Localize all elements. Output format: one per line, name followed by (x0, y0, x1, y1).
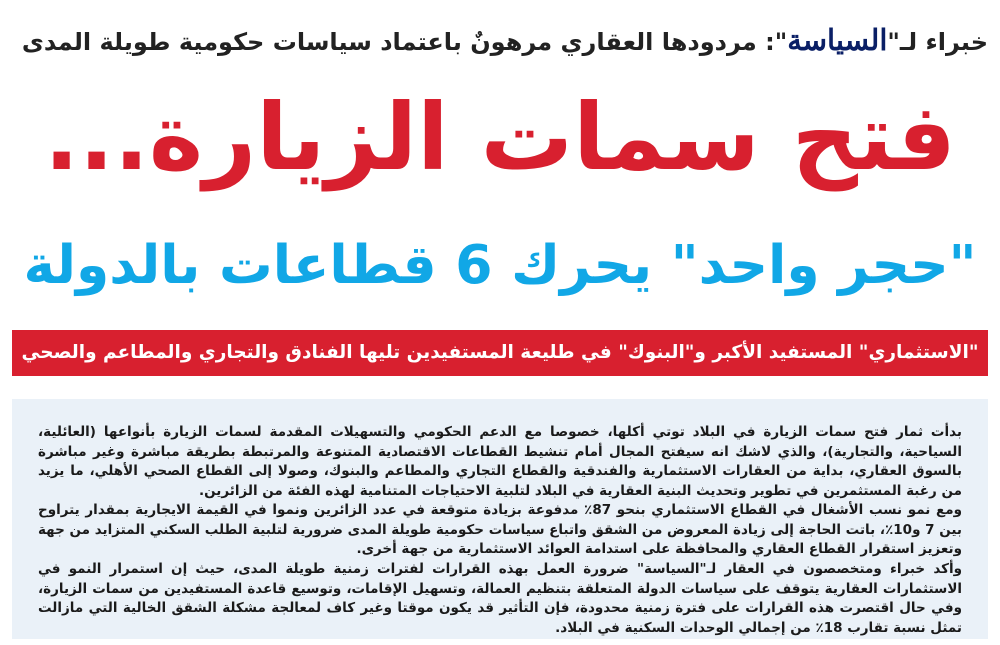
article-body (12, 399, 988, 639)
article-paragraph: ومع نمو نسب الأشغال في القطاع الاستثماري بنحو 87٪ مدفوعة بزيادة متوقعة في عدد الزائرين ونموا في القيمة الايجارية بمقدار يتراوح بين 7 و10٪، باتت الحاجة إلى زيادة المعروض من الشقق واتباع سياسات حكومية طويلة المدى ضرورية لتلبية الطلب السكني المتزايد من جهة وتعزيز استقرار القطاع العقاري والمحافظة على استدامة العوائد الاستثمارية من جهة أخرى. (38, 502, 962, 558)
article-paragraph: بدأت ثمار فتح سمات الزيارة في البلاد توتي أكلها، خصوصا مع الدعم الحكومي والتسهيلات المقدمة لسمات الزيارة بأنواعها (العائلية، السياحية، والتجارية)، والذي لاشك انه سيفتح المجال أمام تنشيط القطاعات الاقتصادية المتنوعة والمرتبطة بطريقة مباشرة وغير مباشرة بالسوق العقاري، بداية من العقارات الاستثمارية والفندقية والقطاع التجاري والمطاعم والبنوك، وصولا إلى القطاع الصحي الأهلي، ما يزيد من رغبة المستثمرين في تطوير وتحديث البنية العقارية في البلاد لتلبية الاحتياجات المتنامية لهذه الفئة من الزائرين. (38, 424, 962, 499)
kicker-suffix: ": مردودها العقاري مرهونٌ باعتماد سياسات حكومية طويلة المدى (21, 28, 788, 56)
newspaper-name: السياسة (787, 23, 888, 57)
main-headline: فتح سمات الزيارة... (44, 84, 956, 191)
sub-headline: "حجر واحد" يحرك 6 قطاعات بالدولة (23, 233, 977, 296)
article-paragraph: وأكد خبراء ومتخصصون في العقار لـ"السياسة" ضرورة العمل بهذه القرارات لفترات زمنية طويلة المدى، حيث إن استمرار النمو في الاستثمارات العقارية يتوقف على سياسات الدولة المتعلقة بتنظيم العمالة، وتسهيل الإقامات، وتوسيع قاعدة المستفيدين من سمات الزيارة، وفي حال اقتصرت هذه القرارات على فترة زمنية محدودة، فإن التأثير قد يكون موقتا وغير كاف لمعالجة مشكلة الشقق الخالية التي مازالت تمثل نسبة تقارب 18٪ من إجمالي الوحدات السكنية في البلاد. (38, 561, 962, 636)
kicker-headline (12, 18, 988, 62)
kicker-prefix: خبراء لـ" (887, 28, 988, 56)
subheadline-banner: "الاستثماري" المستفيد الأكبر و"البنوك" في طليعة المستفيدين تليها الفنادق والتجاري والمطاعم والصحي (12, 330, 988, 376)
